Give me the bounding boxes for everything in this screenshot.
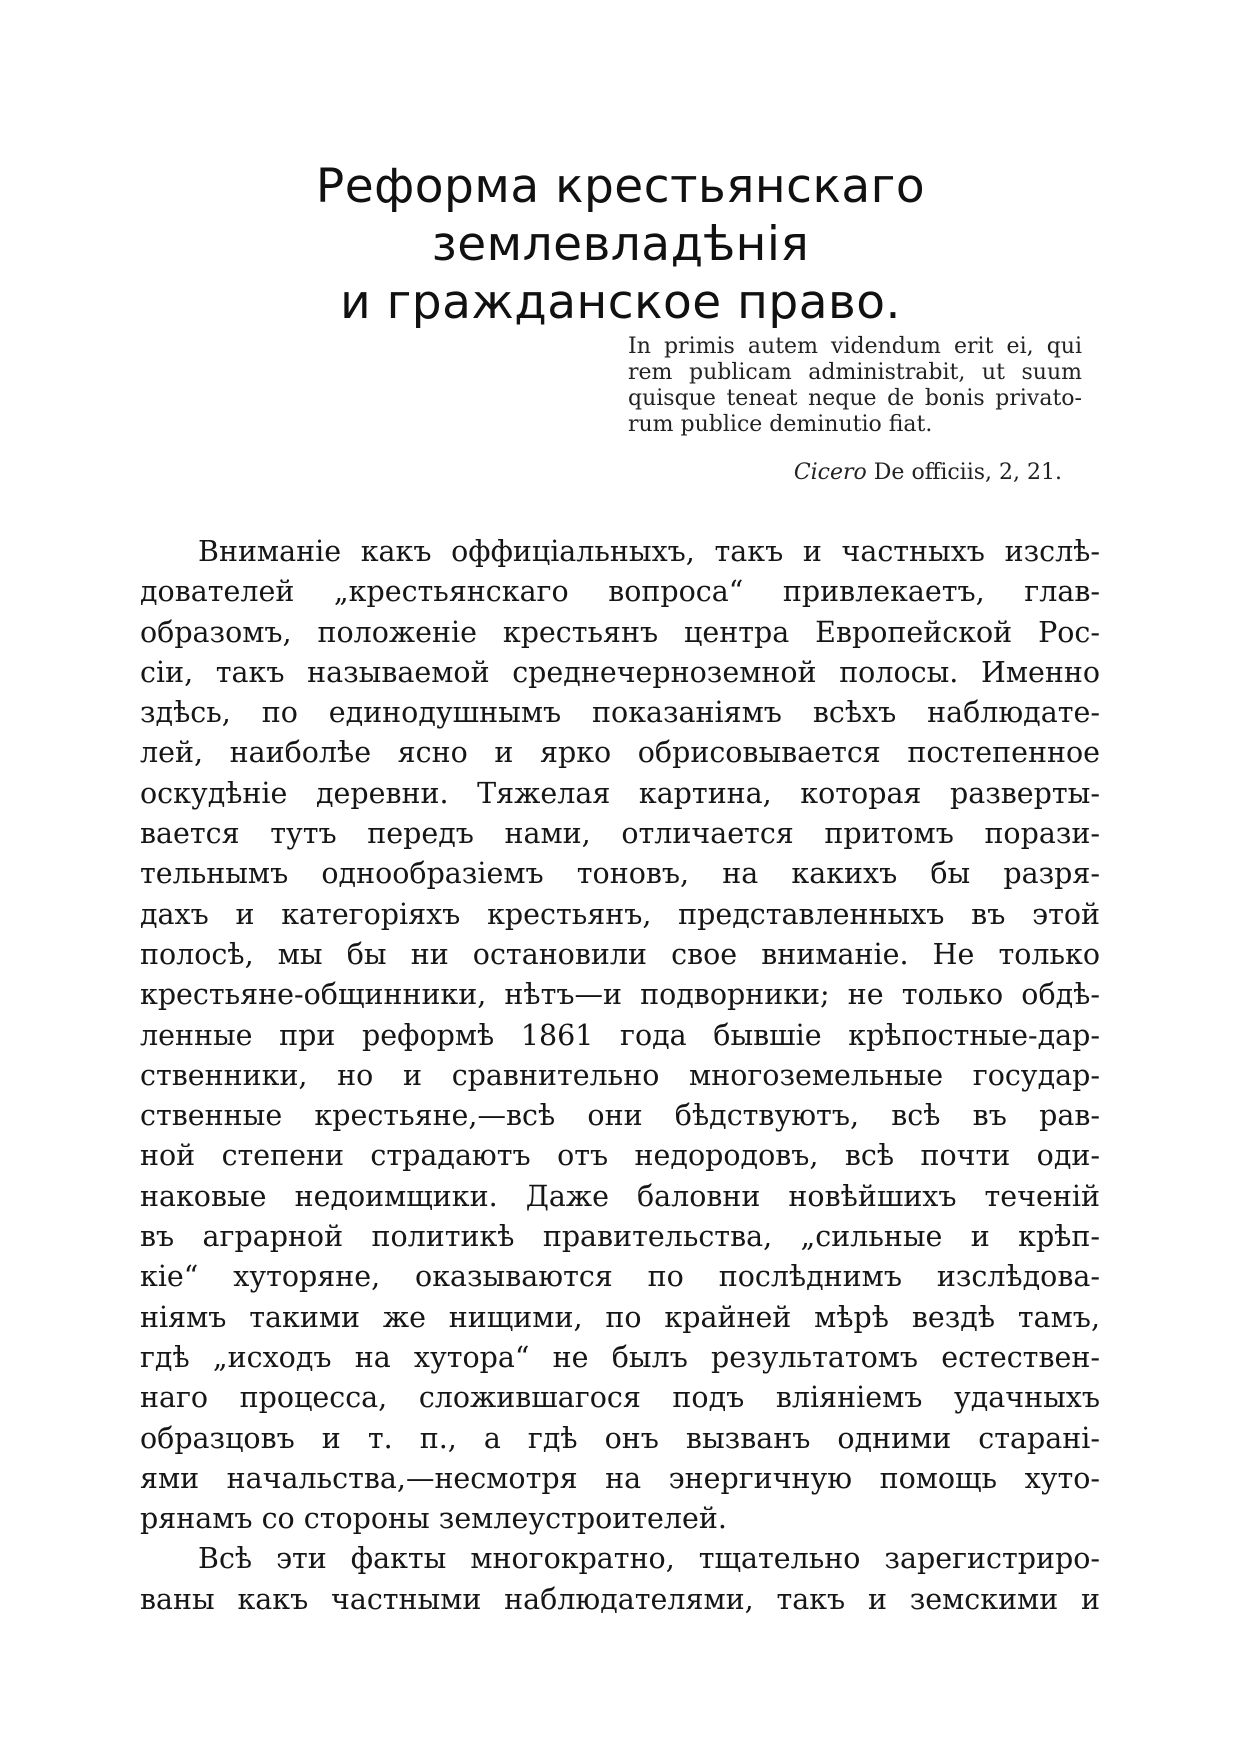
epigraph-line: rum publice deminutio fiat. [628,412,933,437]
text-line: ственные крестьяне,—всѣ они бѣдствуютъ, всѣ въ рав- [140,1099,1100,1133]
text-line: Всѣ эти факты многократно, тщательно зарегистриро- [198,1542,1100,1576]
text-line: сіи, такъ называемой среднечерноземной полосы. Именно [140,655,1100,689]
text-line: ственники, но и сравнительно многоземельные государ- [140,1058,1100,1092]
title-line: и гражданское право. [340,275,901,330]
text-line: оскудѣніе деревни. Тяжелая картина, которая разверты- [140,776,1100,810]
text-line: полосѣ, мы бы ни остановили свое вниманіе. Не только [140,937,1100,971]
text-line: наго процесса, сложившагося подъ вліяніемъ удачныхъ [140,1381,1100,1415]
text-line: ями начальства,—несмотря на энергичную помощь хуто- [140,1461,1100,1495]
body-text [140,532,1100,1620]
epigraph [628,334,1082,486]
text-line: ваны какъ частными наблюдателями, такъ и земскими и [140,1582,1100,1616]
text-line: образцовъ и т. п., а гдѣ онъ вызванъ одними старані- [140,1421,1100,1455]
text-line: ленные при реформѣ 1861 года бывшіе крѣпостные-дар- [140,1018,1100,1052]
epigraph-work: De officiis, 2, 21. [873,460,1062,485]
text-line: въ аграрной политикѣ правительства, „сильные и крѣп- [140,1220,1100,1254]
page-title [120,158,1121,332]
title-line: Реформа крестьянскаго землевладѣнія [315,159,926,272]
text-line: крестьяне-общинники, нѣтъ—и подворники; не только обдѣ- [140,978,1100,1012]
epigraph-line: In primis autem videndum erit ei, qui [628,334,1082,359]
text-line: ной степени страдаютъ отъ недородовъ, всѣ почти оди- [140,1139,1100,1173]
text-line: лей, наиболѣе ясно и ярко обрисовывается постепенное [140,736,1100,770]
text-line: наковые недоимщики. Даже баловни новѣйшихъ теченій [140,1179,1100,1213]
text-line: образомъ, положеніе крестьянъ центра Европейской Рос- [140,615,1100,649]
text-line: дахъ и категоріяхъ крестьянъ, представленныхъ въ этой [140,897,1100,931]
text-line: кіе“ хуторяне, оказываются по послѣднимъ изслѣдова- [140,1260,1100,1294]
text-line: гдѣ „исходъ на хутора“ не былъ результатомъ естествен- [140,1340,1100,1374]
text-line: вается тутъ передъ нами, отличается притомъ порази- [140,817,1100,851]
epigraph-source [628,460,1082,486]
text-line: здѣсь, по единодушнымъ показаніямъ всѣхъ наблюдате- [140,696,1100,730]
text-line: рянамъ со стороны землеустроителей. [140,1502,727,1536]
text-line: ніямъ такими же нищими, по крайней мѣрѣ вездѣ тамъ, [140,1300,1100,1334]
text-line: дователей „крестьянскаго вопроса“ привлекаетъ, глав- [140,575,1100,609]
epigraph-author: Cicero [793,460,867,485]
text-line: Вниманіе какъ оффиціальныхъ, такъ и частныхъ изслѣ- [198,535,1100,568]
epigraph-line: rem publicam administrabit, ut suum [628,360,1082,385]
epigraph-line: quisque teneat neque de bonis privato- [628,386,1082,411]
text-line: тельнымъ однообразіемъ тоновъ, на какихъ бы разря- [140,857,1100,891]
